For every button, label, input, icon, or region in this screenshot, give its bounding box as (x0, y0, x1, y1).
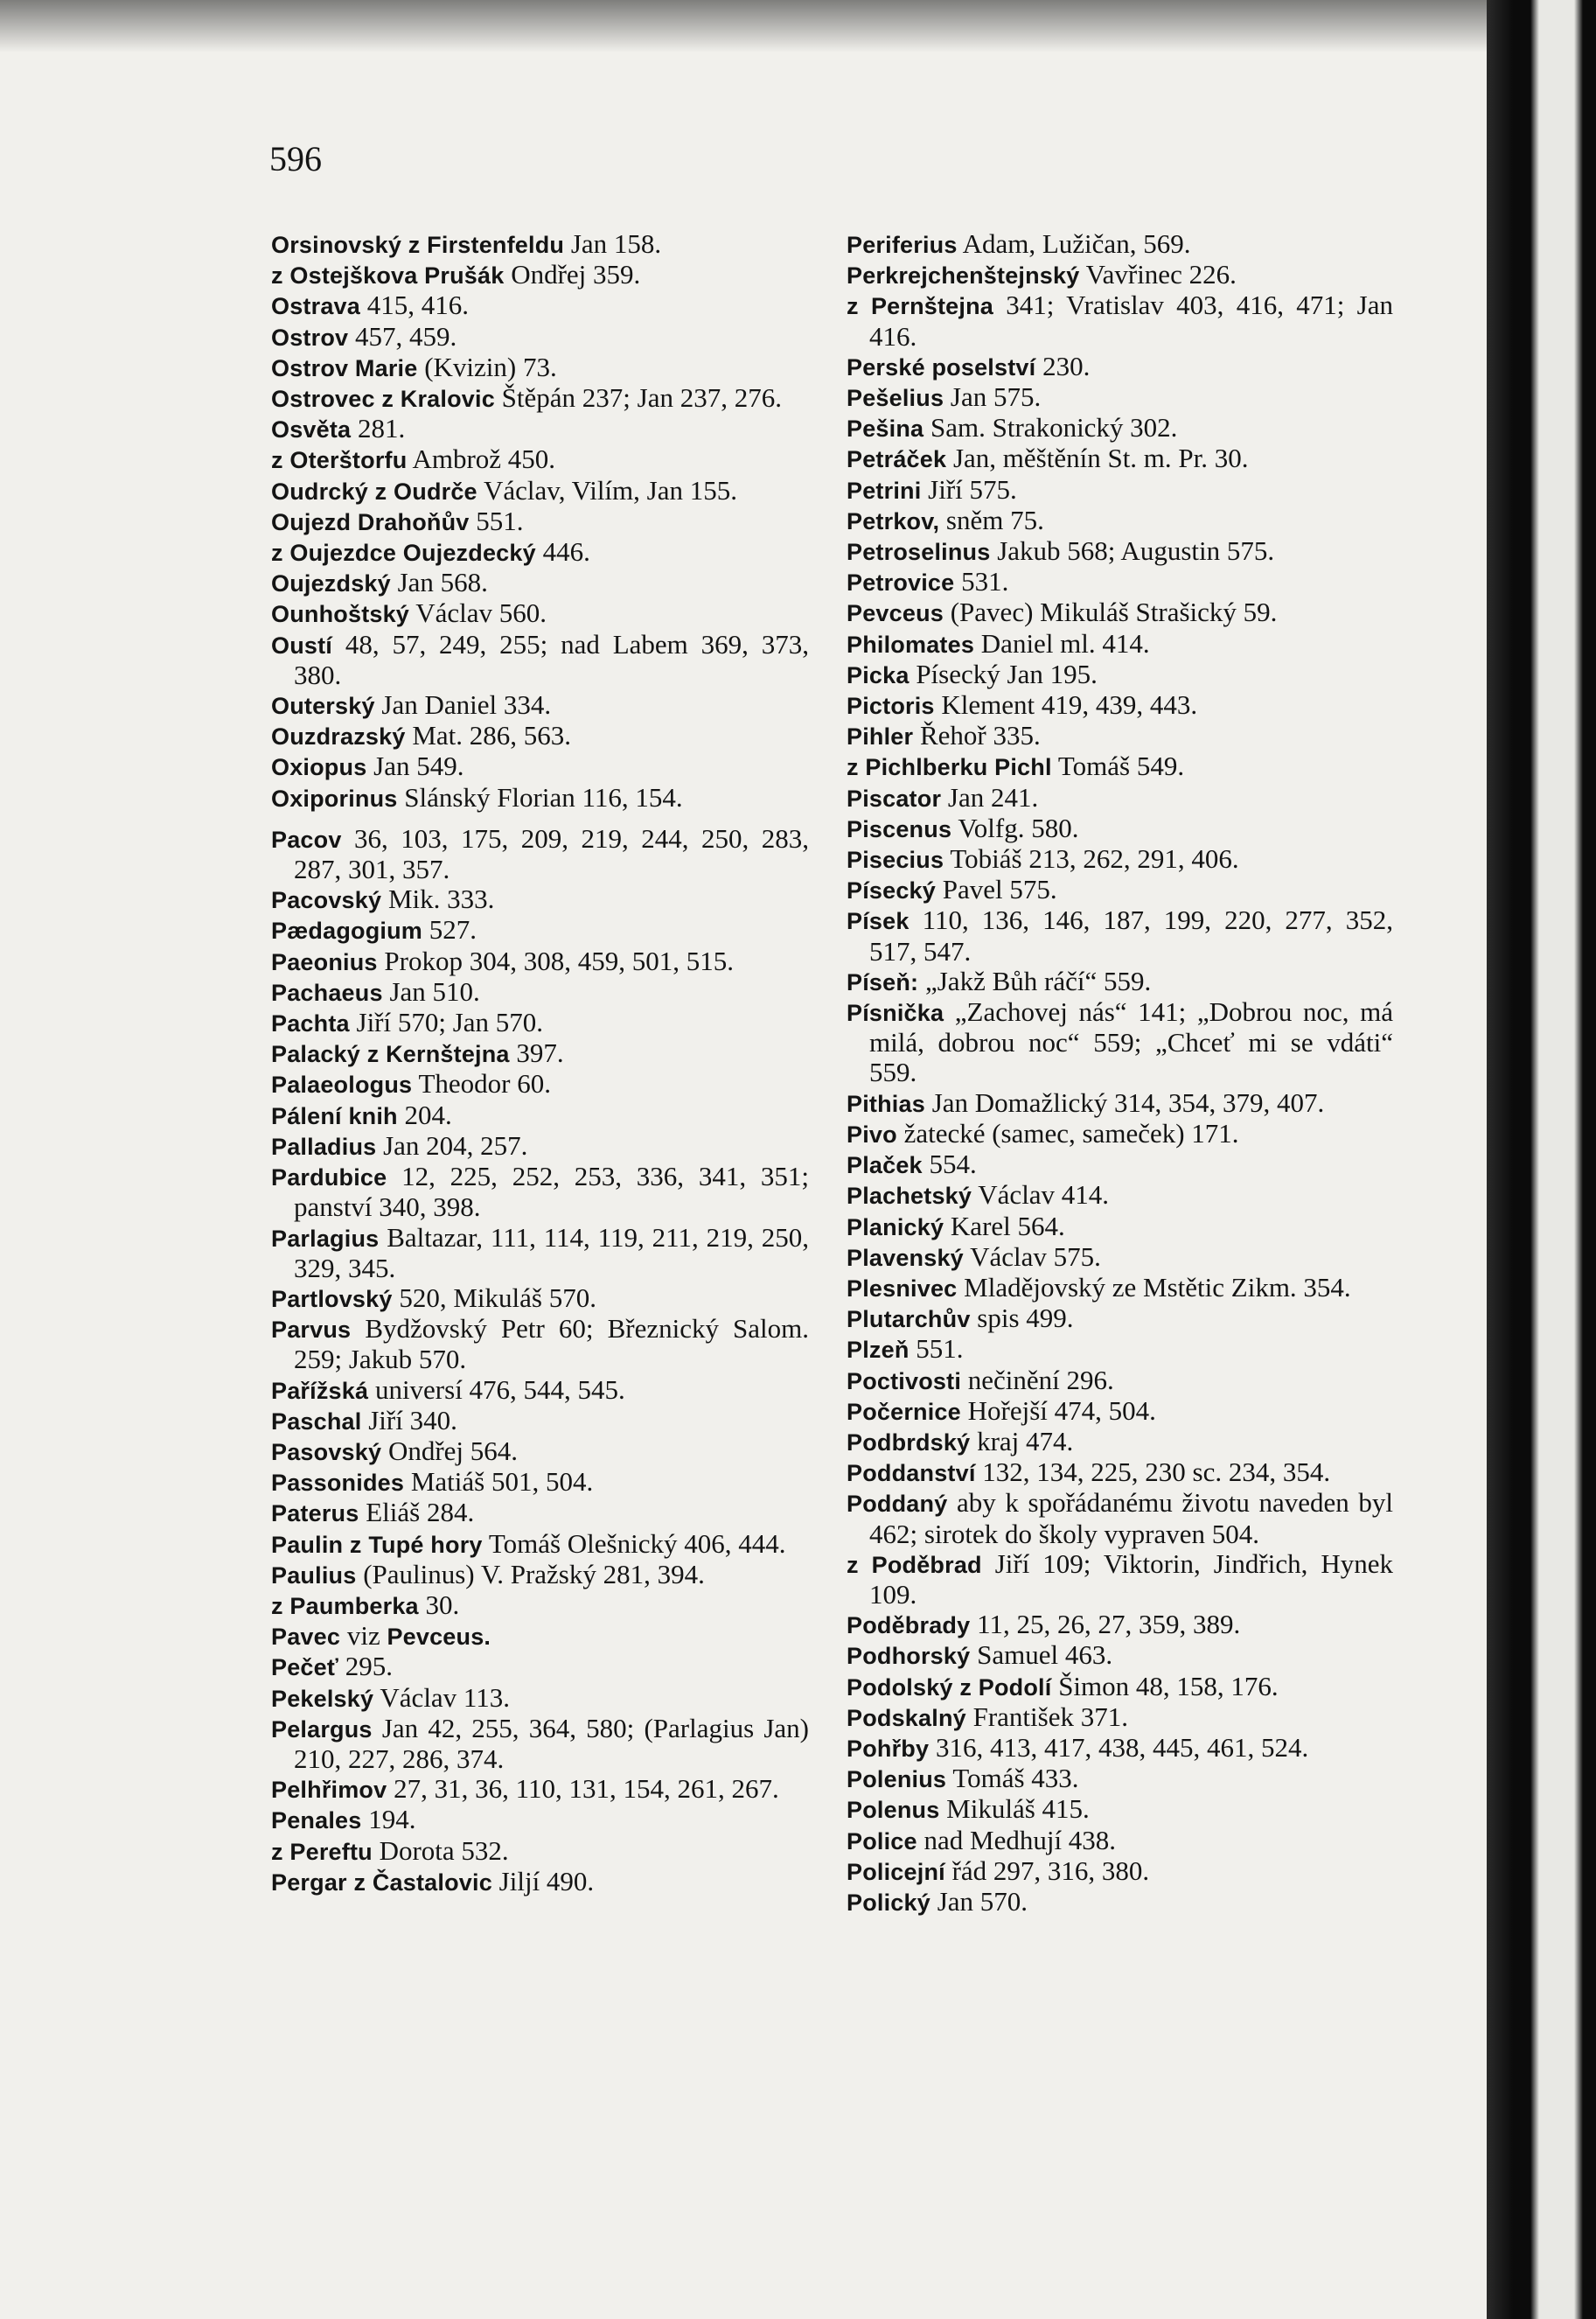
entry-references: 551. (909, 1333, 964, 1365)
entry-headword: Perské poselství (847, 353, 1036, 381)
entry-references: 36, 103, 175, 209, 219, 244, 250, 283, 287, 301, 357. (294, 822, 809, 885)
index-entry (271, 568, 809, 598)
index-entry (271, 884, 809, 915)
entry-references: Tomáš Olešnický 406, 444. (482, 1527, 786, 1559)
index-entry (847, 997, 1393, 1088)
index-entry (271, 1162, 809, 1222)
entry-headword: Počernice (847, 1398, 961, 1425)
entry-references: Mik. 333. (381, 884, 495, 915)
entry-headword: Perkrejchenštejnský (847, 262, 1080, 290)
entry-headword: Paeonius (271, 948, 378, 975)
index-entry (847, 629, 1393, 660)
entry-references: Ondřej 564. (381, 1435, 519, 1466)
entry-references: 527. (422, 914, 477, 946)
entry-references: 316, 413, 417, 438, 445, 461, 524. (929, 1731, 1309, 1763)
entry-references: řád 297, 316, 380. (944, 1855, 1150, 1886)
entry-headword: Pisecius (847, 847, 944, 874)
index-entry (847, 1212, 1393, 1242)
index-entry (847, 597, 1393, 628)
entry-references: 281. (351, 413, 406, 444)
index-entry (271, 1467, 809, 1498)
index-entry (271, 1498, 809, 1528)
entry-headword: Planický (847, 1213, 944, 1240)
entry-headword: Policejní (847, 1858, 945, 1885)
entry-references: Mat. 286, 563. (405, 720, 571, 751)
entry-headword: Oxiopus (271, 754, 367, 781)
index-entry (271, 1008, 809, 1038)
entry-references: Jan 570. (930, 1885, 1028, 1917)
entry-references: 132, 134, 225, 230 sc. 234, 354. (975, 1456, 1331, 1488)
entry-headword: Pictoris (847, 693, 935, 720)
entry-references: Tomáš 549. (1051, 751, 1185, 782)
entry-headword: Palladius (271, 1133, 377, 1160)
entry-headword: Paterus (271, 1500, 359, 1527)
index-column-left (271, 229, 809, 1897)
index-entry (847, 1702, 1393, 1733)
entry-headword: Oujezdský (271, 570, 391, 597)
index-entry (847, 1457, 1393, 1488)
entry-references: 110, 136, 146, 187, 199, 220, 277, 352, 517, 547. (869, 905, 1393, 967)
entry-references: Jiří 570; Jan 570. (349, 1007, 544, 1038)
entry-references: Pavel 575. (936, 874, 1057, 905)
index-entry (847, 536, 1393, 567)
entry-headword: Pekelský (271, 1685, 374, 1712)
entry-headword: Plavenský (847, 1244, 964, 1271)
entry-headword: Pachaeus (271, 979, 383, 1006)
index-entry (847, 1488, 1393, 1548)
entry-references: 27, 31, 36, 110, 131, 154, 261, 267. (387, 1773, 779, 1805)
entry-headword: Oustí (271, 632, 333, 659)
entry-references: Jakub 568; Augustin 575. (990, 535, 1275, 567)
entry-headword: Poddanství (847, 1460, 976, 1487)
entry-references: Jan Domažlický 314, 354, 379, 407. (924, 1086, 1325, 1118)
index-entry (847, 413, 1393, 444)
index-entry (271, 1283, 809, 1314)
index-entry (271, 915, 809, 946)
entry-references: Mladějovský ze Mstětic Zikm. 354. (957, 1271, 1351, 1303)
entry-references: František 371. (965, 1701, 1128, 1732)
entry-headword: Paulin z Tupé hory (271, 1531, 483, 1558)
index-entry (847, 1242, 1393, 1273)
entry-references: Slánský Florian 116, 154. (397, 781, 683, 813)
entry-references: Vavřinec 226. (1079, 259, 1237, 290)
entry-references: 457, 459. (348, 320, 457, 352)
entry-headword: Pihler (847, 723, 914, 751)
index-entry (847, 660, 1393, 690)
index-entry (271, 1131, 809, 1162)
entry-references: Šimon 48, 158, 176. (1051, 1670, 1279, 1701)
entry-references: Ambrož 450. (407, 444, 556, 475)
index-entry (271, 383, 809, 414)
entry-references: Samuel 463. (970, 1639, 1113, 1671)
entry-headword: Plesnivec (847, 1275, 958, 1302)
index-entry (847, 1887, 1393, 1917)
entry-headword: Parvus (271, 1317, 352, 1344)
entry-references: 341; Vratislav 403, 416, 471; Jan 416. (869, 290, 1393, 352)
entry-headword: Pelhřimov (271, 1777, 387, 1804)
index-entry (847, 290, 1393, 351)
index-entry (847, 690, 1393, 721)
index-entry (847, 229, 1393, 260)
index-entry (271, 1069, 809, 1100)
index-entry (271, 1038, 809, 1069)
entry-headword: Philomates (847, 631, 975, 658)
index-entry (847, 967, 1393, 997)
index-entry (271, 751, 809, 782)
index-entry (847, 567, 1393, 597)
index-entry (271, 229, 809, 260)
index-entry (271, 1560, 809, 1590)
entry-references: 415, 416. (359, 290, 469, 321)
index-entry (847, 260, 1393, 290)
entry-references: universí 476, 544, 545. (368, 1373, 625, 1405)
entry-headword: Plzeň (847, 1337, 910, 1364)
entry-headword: z Oujezdce Oujezdecký (271, 540, 536, 567)
entry-references: 230. (1035, 350, 1091, 381)
entry-references: Klement 419, 439, 443. (934, 689, 1198, 721)
entry-references: 295. (338, 1651, 393, 1682)
entry-headword: Petrini (847, 477, 922, 504)
index-entry (847, 1856, 1393, 1887)
entry-references: Jan 158. (564, 228, 662, 259)
entry-headword: Polenius (847, 1766, 947, 1793)
entry-headword: Ouzdrazský (271, 723, 406, 751)
entry-headword: Pivo (847, 1121, 897, 1148)
entry-references: Jan 42, 255, 364, 580; (Parlagius Jan) 210, 227, 286, 374. (294, 1712, 809, 1774)
entry-headword: Orsinovský z Firstenfeldu (271, 232, 565, 258)
entry-headword: z Pernštejna (847, 293, 993, 320)
entry-headword: Pasovský (271, 1438, 382, 1465)
index-entry (847, 814, 1393, 844)
index-entry (847, 875, 1393, 905)
entry-headword: Podskalný (847, 1704, 966, 1731)
index-entry (847, 751, 1393, 782)
entry-references: Tomáš 433. (946, 1763, 1079, 1794)
entry-headword: Pithias (847, 1090, 925, 1117)
entry-references: Jan Daniel 334. (374, 689, 552, 721)
entry-references: Jan 575. (944, 381, 1042, 413)
entry-headword: Paschal (271, 1407, 362, 1435)
entry-headword: Ounhoštský (271, 601, 410, 628)
entry-headword: Pařížská (271, 1377, 369, 1404)
entry-references: 551. (469, 505, 524, 536)
index-entry (271, 1314, 809, 1374)
index-entry (847, 1180, 1393, 1211)
entry-headword: Ostrava (271, 293, 360, 320)
entry-references: Jan 568. (390, 567, 488, 598)
entry-headword: Poctivosti (847, 1367, 962, 1394)
entry-references: Karel 564. (944, 1210, 1065, 1241)
entry-references: Václav 560. (409, 597, 547, 629)
entry-references: 397. (509, 1037, 564, 1069)
entry-references: sněm 75. (939, 504, 1044, 535)
entry-references: Ondřej 359. (504, 259, 641, 290)
index-entry (847, 475, 1393, 506)
index-entry (271, 414, 809, 444)
index-entry (271, 598, 809, 629)
index-entry (271, 1683, 809, 1714)
index-entry (271, 1375, 809, 1406)
entry-references: Řehoř 335. (913, 720, 1041, 751)
entry-references: Bydžovský Petr 60; Březnický Salom. 259; Jakub 570. (294, 1313, 809, 1375)
entry-headword: Outerský (271, 693, 375, 720)
entry-headword: Oxiporinus (271, 785, 398, 812)
entry-cross-reference: Pevceus. (387, 1624, 491, 1651)
index-entry (847, 1610, 1393, 1640)
index-entry (271, 1805, 809, 1835)
entry-headword: z Pichlberku Pichl (847, 754, 1052, 781)
entry-headword: Pešelius (847, 385, 944, 412)
entry-headword: Písecký (847, 877, 936, 905)
index-entry (271, 444, 809, 475)
index-entry (271, 1406, 809, 1436)
entry-references: Jan 549. (366, 751, 464, 782)
entry-headword: Podolský z Podolí (847, 1673, 1052, 1701)
entry-headword: Petroselinus (847, 539, 991, 566)
entry-headword: Písnička (847, 1000, 944, 1027)
index-entry (271, 1621, 809, 1652)
entry-headword: Pacov (271, 826, 342, 853)
entry-headword: Paulius (271, 1561, 357, 1589)
index-entry (847, 1733, 1393, 1764)
entry-references: Adam, Lužičan, 569. (957, 228, 1191, 259)
index-entry (271, 690, 809, 721)
index-entry (271, 1774, 809, 1805)
entry-references: Mikuláš 415. (939, 1793, 1090, 1825)
entry-references: Eliáš 284. (359, 1497, 475, 1528)
entry-references: Jan 204, 257. (376, 1129, 528, 1161)
entry-references: Theodor 60. (412, 1068, 551, 1100)
entry-headword: Oudrcký z Oudrče (271, 478, 477, 505)
entry-headword: Písek (847, 908, 910, 935)
index-entry (847, 1672, 1393, 1702)
entry-headword: Penales (271, 1807, 362, 1834)
entry-headword: Petráček (847, 446, 947, 473)
entry-references: Jiljí 490. (491, 1865, 595, 1896)
index-entry (271, 1223, 809, 1283)
entry-headword: Osvěta (271, 416, 352, 444)
entry-headword: Partlovský (271, 1285, 393, 1312)
entry-headword: Pachta (271, 1010, 350, 1037)
index-entry (271, 537, 809, 568)
page-number: 596 (269, 139, 322, 178)
entry-references: Štěpán 237; Jan 237, 276. (494, 382, 782, 414)
entry-headword: Piscenus (847, 815, 952, 842)
entry-references: Jiří 109; Viktorin, Jindřich, Hynek 109. (869, 1547, 1393, 1610)
entry-headword: Pædagogium (271, 918, 423, 945)
entry-headword: z Poděbrad (847, 1551, 982, 1578)
entry-references: nečinění 296. (961, 1364, 1114, 1395)
entry-headword: Pálení knih (271, 1102, 398, 1129)
index-entry (847, 1794, 1393, 1825)
entry-headword: Ostrov Marie (271, 354, 418, 381)
entry-headword: Pešina (847, 416, 924, 443)
entry-headword: Passonides (271, 1470, 405, 1497)
entry-headword: Plaček (847, 1152, 923, 1179)
index-entry (847, 1640, 1393, 1671)
entry-references: Hořejší 474, 504. (960, 1394, 1156, 1426)
entry-headword: Palacký z Kernštejna (271, 1041, 510, 1068)
entry-references: Dorota 532. (372, 1834, 509, 1866)
entry-references: (Kvizin) 73. (417, 351, 557, 382)
entry-headword: Ostrov (271, 324, 349, 351)
index-entry (271, 322, 809, 353)
entry-headword: Pergar z Častalovic (271, 1868, 492, 1896)
index-entry (271, 1100, 809, 1131)
entry-headword: Pečeť (271, 1654, 338, 1681)
entry-references: aby k spořádanému životu naveden byl 462; sirotek do školy vypraven 504. (869, 1487, 1393, 1549)
entry-references: 30. (418, 1589, 460, 1620)
entry-references: 11, 25, 26, 27, 359, 389. (970, 1609, 1241, 1640)
entry-references: Jan 510. (382, 975, 480, 1007)
entry-headword: z Paumberka (271, 1592, 419, 1619)
entry-headword: Pacovský (271, 887, 382, 914)
index-entry (847, 1366, 1393, 1396)
entry-references: kraj 474. (970, 1425, 1074, 1456)
index-entry (271, 1529, 809, 1560)
index-entry (271, 1836, 809, 1867)
entry-headword: Ostrovec z Kralovic (271, 386, 495, 413)
entry-references: Václav, Vilím, Jan 155. (477, 474, 737, 506)
book-spine-edge (1487, 0, 1596, 2319)
entry-references: Matiáš 501, 504. (404, 1466, 594, 1498)
index-entry (271, 1652, 809, 1682)
entry-references: 520, Mikuláš 570. (392, 1282, 596, 1313)
entry-references: žatecké (samec, sameček) 171. (896, 1117, 1239, 1149)
entry-references: Václav 575. (963, 1240, 1101, 1272)
entry-references: „Jakž Bůh ráčí“ 559. (918, 965, 1152, 996)
index-entry (847, 905, 1393, 966)
index-entry (847, 1149, 1393, 1180)
index-entry (271, 353, 809, 383)
entry-references: Baltazar, 111, 114, 119, 211, 219, 250, 329, 345. (294, 1221, 809, 1283)
entry-headword: Podhorský (847, 1643, 971, 1670)
index-entry (847, 1549, 1393, 1610)
index-entry (271, 824, 809, 884)
entry-references: Jan, měštěnín St. m. Pr. 30. (946, 443, 1249, 474)
entry-headword: Pavec (271, 1624, 341, 1651)
entry-references: Václav 113. (373, 1681, 511, 1713)
index-entry (271, 1436, 809, 1467)
entry-headword: Pevceus (847, 600, 944, 627)
index-entry (271, 630, 809, 690)
index-entry (847, 1396, 1393, 1427)
entry-headword: Pohřby (847, 1735, 930, 1762)
index-entry (271, 977, 809, 1008)
index-entry (847, 1303, 1393, 1334)
index-entry (847, 1088, 1393, 1119)
entry-references: 554. (922, 1149, 977, 1180)
entry-headword: Pardubice (271, 1164, 387, 1191)
index-entry (847, 783, 1393, 814)
entry-references: 12, 225, 252, 253, 336, 341, 351; panství 340, 398. (294, 1161, 809, 1223)
index-entry (271, 290, 809, 321)
entry-references: Písecký Jan 195. (909, 658, 1098, 689)
entry-references: Prokop 304, 308, 459, 501, 515. (377, 945, 734, 976)
entry-headword: Polenus (847, 1797, 940, 1824)
index-entry (271, 721, 809, 751)
index-entry (847, 1119, 1393, 1149)
entry-references: 48, 57, 249, 255; nad Labem 369, 373, 380. (294, 628, 809, 690)
entry-headword: Podbrdský (847, 1428, 971, 1456)
index-entry (271, 946, 809, 977)
entry-references: Volfg. 580. (951, 812, 1079, 843)
index-entry (271, 1590, 809, 1621)
entry-headword: Poddaný (847, 1491, 948, 1518)
entry-headword: z Pereftu (271, 1838, 373, 1865)
index-entry (847, 352, 1393, 382)
index-entry (271, 506, 809, 537)
entry-references: 204. (397, 1099, 452, 1130)
entry-references: Daniel ml. 414. (974, 627, 1150, 659)
entry-references: „Zachovej nás“ 141; „Dobrou noc, má milá, dobrou noc“ 559; „Chceť mi se vdáti“ 559. (869, 996, 1393, 1088)
entry-references: (Paulinus) V. Pražský 281, 394. (356, 1558, 705, 1589)
entry-references: Jiří 340. (361, 1404, 457, 1435)
entry-references: spis 499. (970, 1303, 1074, 1334)
entry-headword: Police (847, 1827, 917, 1855)
entry-references: 446. (535, 536, 590, 568)
entry-references: 531. (954, 566, 1009, 597)
entry-headword: z Ostejškova Prušák (271, 262, 505, 290)
index-entry (847, 506, 1393, 536)
entry-headword: Poděbrady (847, 1612, 971, 1639)
entry-headword: Petrovice (847, 569, 955, 597)
index-entry (847, 844, 1393, 875)
entry-headword: Parlagius (271, 1225, 380, 1252)
entry-references: 194. (361, 1804, 416, 1835)
entry-headword: Plutarchův (847, 1306, 971, 1333)
index-entry (847, 1334, 1393, 1365)
index-entry (271, 1714, 809, 1774)
entry-headword: z Oterštorfu (271, 447, 408, 474)
index-entry (847, 1826, 1393, 1856)
entry-headword: Periferius (847, 232, 958, 258)
entry-references: nad Medhují 438. (916, 1824, 1117, 1855)
entry-references: Jan 241. (941, 781, 1039, 813)
entry-headword: Pelargus (271, 1715, 373, 1743)
entry-headword: Picka (847, 661, 910, 688)
index-entry (847, 382, 1393, 413)
entry-headword: Petrkov, (847, 507, 940, 534)
index-entry (847, 1427, 1393, 1457)
entry-headword: Plachetský (847, 1183, 972, 1210)
entry-headword: Palaeologus (271, 1072, 413, 1099)
entry-references: (Pavec) Mikuláš Strašický 59. (943, 597, 1278, 628)
index-entry (847, 1764, 1393, 1794)
entry-references: viz (340, 1620, 387, 1652)
index-column-right (847, 229, 1393, 1917)
entry-headword: Piscator (847, 785, 942, 812)
index-entry (847, 721, 1393, 751)
entry-references: Václav 414. (972, 1179, 1110, 1211)
index-entry (271, 1867, 809, 1897)
entry-headword: Oujezd Drahoňův (271, 508, 470, 535)
entry-references: Jiří 575. (921, 473, 1017, 505)
entry-references: Tobiáš 213, 262, 291, 406. (944, 843, 1239, 875)
entry-references: Sam. Strakonický 302. (923, 412, 1178, 444)
index-entry (271, 783, 809, 814)
entry-headword: Píseň: (847, 968, 919, 995)
entry-headword: Polický (847, 1889, 930, 1916)
index-entry (271, 260, 809, 290)
index-entry (847, 444, 1393, 474)
index-entry (271, 476, 809, 506)
index-entry (847, 1273, 1393, 1303)
